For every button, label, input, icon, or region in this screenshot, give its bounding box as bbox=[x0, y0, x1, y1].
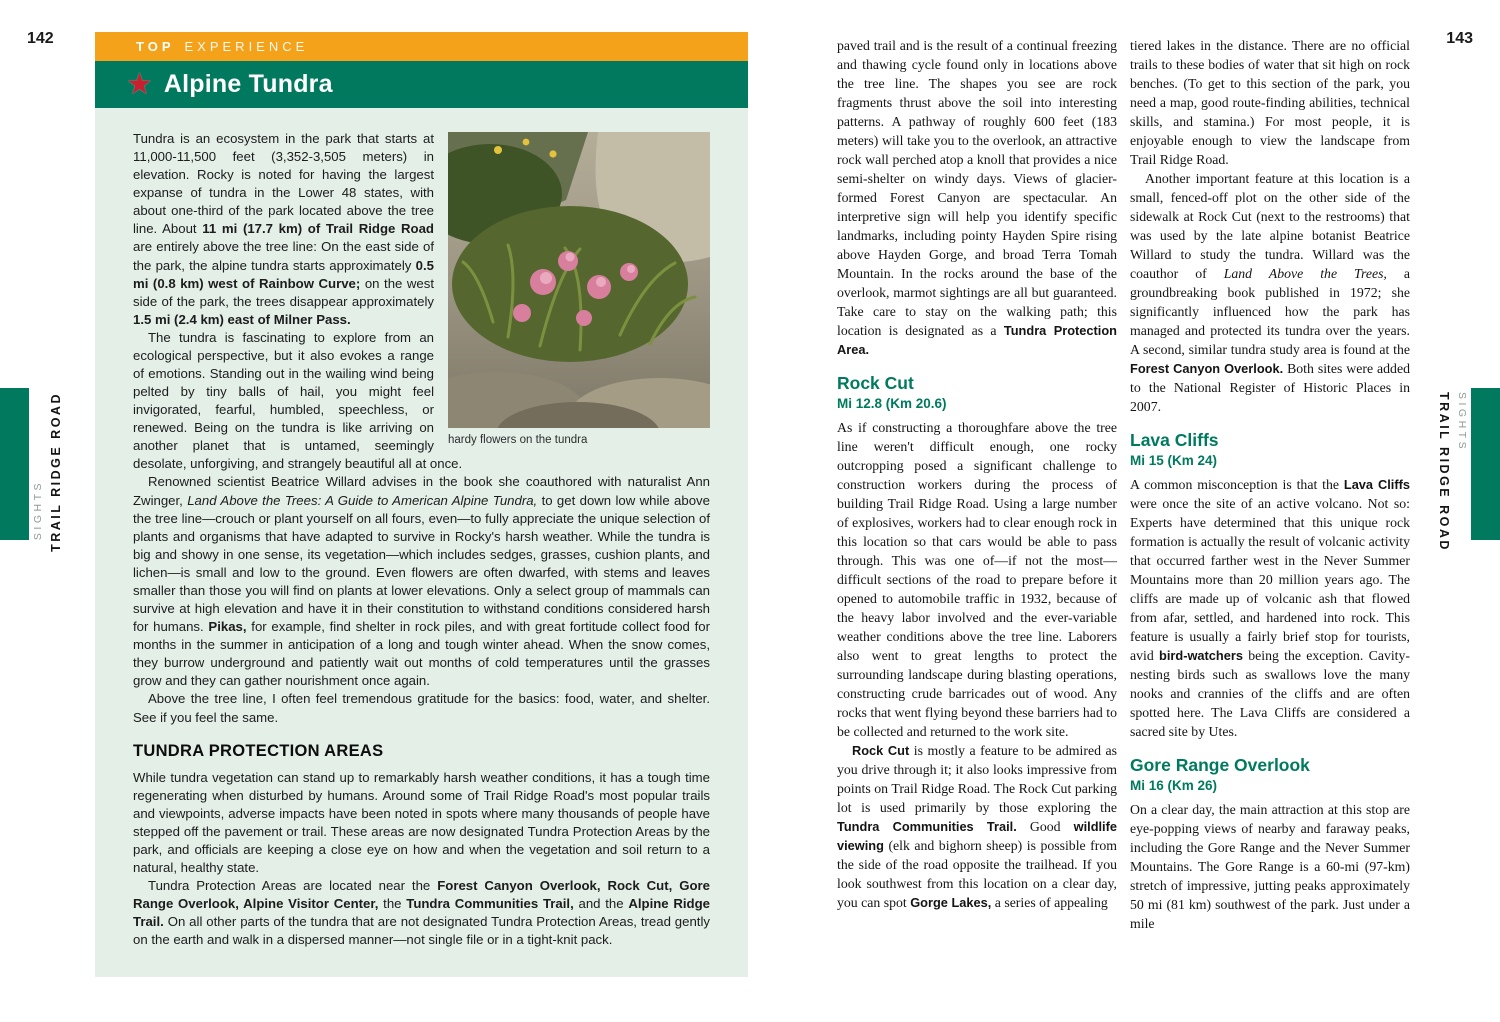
body-paragraph: Above the tree line, I often feel tremendous gratitude for the basics: food, water, and shelter. See if you feel the same. bbox=[133, 691, 710, 725]
mileage-lava-cliffs: Mi 15 (Km 24) bbox=[1130, 453, 1218, 468]
feature-header bbox=[95, 61, 748, 108]
tundra-photo-figure bbox=[448, 132, 710, 446]
banner-top-label: TOP bbox=[136, 39, 175, 54]
alpine-tundra-feature bbox=[95, 32, 748, 977]
heading-gore-range-overlook: Gore Range Overlook bbox=[1130, 755, 1310, 775]
body-paragraph: A common misconception is that the Lava Cliffs were once the site of an active volcano. Not so: Experts have determined that this unique rock formation is actually the result of volcanic activity that occurred farther west in the Never Summer Mountains more than 20 million years ago. The cliffs are made up of volcanic ash that flowed from afar, settled, and hardened into rock. This feature is usually a fairly brief stop for tourists, avid bird-watchers being the exception. Cavity-nesting birds such as swallows love the many nooks and crannies of the cliffs and are often spotted here. The Lava Cliffs are considered a sacred site by Utes. bbox=[1130, 477, 1411, 739]
body-paragraph: Rock Cut is mostly a feature to be admired as you drive through it; it also looks impressive from points on Trail Ridge Road. The Rock Cut parking lot is used primarily by those exploring the Tundra Communities Trail. Good wildlife viewing (elk and bighorn sheep) is possible from the side of the road opposite the trailhead. If you look southwest from this location on a clear day, you can spot Gorge Lakes, a series of appealing bbox=[837, 743, 1117, 910]
tundra-photo bbox=[448, 132, 710, 428]
body-paragraph: Tundra is an ecosystem in the park that starts at 11,000-11,500 feet (3,352-3,505 meters) in elevation. Rocky is noted for having the largest expanse of tundra in the Lower 48 states, with about one-third of the park located above the tree line. About 11 mi (17.7 km) of Trail Ridge Road are entirely above the tree line: On the east side of the park, the alpine tundra starts approximately 0.5 mi (0.8 km) west of Rainbow Curve; on the west side of the park, the trees disappear approximately 1.5 mi (2.4 km) east of Milner Pass. bbox=[133, 131, 435, 327]
subheading-tundra-protection-areas: TUNDRA PROTECTION AREAS bbox=[133, 741, 384, 760]
star-icon: ★ bbox=[126, 67, 153, 101]
section-label-right: SIGHTS bbox=[1456, 392, 1468, 453]
body-paragraph: paved trail and is the result of a continual freezing and thawing cycle found only in locations above the tree line. The shapes you see are rock fragments thrust above the soil into interesting patterns. A pathway of roughly 600 feet (183 meters) will take you to the overlook, an attractive rock wall perched atop a knoll that provides a nice semi-shelter on windy days. Views of glacier-formed Forest Canyon are spectacular. An interpretive sign will help you identify specific landmarks, including pointy Hayden Spire rising above Hayden Gorge, and broad Terra Tomah Mountain. In the rocks around the base of the overlook, marmot sightings are all but guaranteed. Take care to stay on the walking path; this location is designated as a Tundra Protection Area. bbox=[837, 38, 1117, 357]
right-page-column-2 bbox=[1130, 36, 1410, 933]
body-paragraph: Another important feature at this location is a small, fenced-off plot on the other side of the sidewalk at Rock Cut (next to the restrooms) that was used by the late alpine botanist Beatrice Willard to study the tundra. Willard was the coauthor of Land Above the Trees, a groundbreaking book published in 1972; she significantly influenced how the park has managed and protected its tundra over the years. A second, similar tundra study area is found at the Forest Canyon Overlook. Both sites were added to the National Register of Historic Places in 2007. bbox=[1130, 171, 1410, 414]
right-page-column-1 bbox=[837, 36, 1117, 912]
photo-caption: hardy flowers on the tundra bbox=[448, 434, 588, 446]
page-number-left: 142 bbox=[27, 30, 54, 47]
mileage-gore-range-overlook: Mi 16 (Km 26) bbox=[1130, 778, 1218, 793]
section-label-left: SIGHTS bbox=[32, 480, 44, 541]
chapter-tab-bar-right bbox=[1471, 388, 1500, 540]
top-experience-banner bbox=[95, 32, 748, 61]
page-number-right: 143 bbox=[1446, 30, 1473, 47]
body-paragraph: Tundra Protection Areas are located near the Forest Canyon Overlook, Rock Cut, Gore Range Overlook, Alpine Visitor Center, the Tundra Communities Trail, and the Alpine Ridge Trail. On all other parts of the tundra that are not designated Tundra Protection Areas, tread gently on the earth and walk in a dispersed manner—not single file or in a tight-knit pack. bbox=[133, 878, 710, 948]
heading-lava-cliffs: Lava Cliffs bbox=[1130, 430, 1219, 450]
body-paragraph: Renowned scientist Beatrice Willard advises in the book she coauthored with naturalist Ann Zwinger, Land Above the Trees: A Guide to American Alpine Tundra, to get down low while above the tree line—crouch or plant yourself on all fours, even—to fully appreciate the unique selection of plants and organisms that have adapted to survive in Rocky's harsh weather. While the tundra is big and showy in one sense, its vegetation—which includes sedges, grasses, cushion plants, and lichen—is small and low to the ground. Even flowers are often dwarfed, with stems and leaves smaller than those you will find on plants at lower elevations. Only a select group of mammals can survive at high elevation and have it in their constitution to withstand conditions considered harsh for humans. Pikas, for example, find shelter in rock piles, and with great fortitude collect food for months in the summer in anticipation of a long and tough winter ahead. When the snow comes, they burrow underground and patiently wait out months of cold temperatures until the grasses grow and they can gather nourishment once again. bbox=[133, 474, 710, 689]
banner-experience-label: EXPERIENCE bbox=[184, 39, 309, 54]
body-paragraph: While tundra vegetation can stand up to remarkably harsh weather conditions, it has a tough time regenerating when disturbed by humans. Around some of Trail Ridge Road's most popular trails and viewpoints, adverse impacts have been noted in spots where many thousands of people have stepped off the pavement or trail. These areas are now designated Tundra Protection Areas by the park, and officials are keeping a close eye on how and when the vegetation and soil return to a natural, healthy state. bbox=[133, 769, 710, 875]
feature-title: Alpine Tundra bbox=[163, 70, 333, 98]
mileage-rock-cut: Mi 12.8 (Km 20.6) bbox=[837, 396, 947, 411]
body-paragraph: On a clear day, the main attraction at this stop are eye-popping views of nearby and faraway peaks, including the Gore Range and the Never Summer Mountains. The Gore Range is a 60-mi (97-km) stretch of impressive, jutting peaks approximately 50 mi (81 km) southwest of the park. Just under a mile bbox=[1130, 802, 1410, 931]
body-paragraph: tiered lakes in the distance. There are no official trails to these bodies of water that sit high on rock benches. (To get to this section of the park, you need a map, good route-finding abilities, technical skills, and stamina.) For most people, it is enjoyable enough to view the landscape from Trail Ridge Road. bbox=[1130, 38, 1410, 167]
chapter-label-right: TRAIL RIDGE ROAD bbox=[1437, 392, 1451, 552]
chapter-label-left: TRAIL RIDGE ROAD bbox=[49, 392, 63, 552]
chapter-tab-bar-left bbox=[0, 388, 29, 540]
body-paragraph: As if constructing a thoroughfare above the tree line weren't difficult enough, one rocky outcropping posed a significant challenge to construction workers during the process of building Trail Ridge Road. Using a large number of explosives, workers had to clear enough rock in this location so that cars would be able to pass through. This was one of—if not the most—difficult sections of the road to prepare before it opened to automobile traffic in 1932, because of the heavy labor involved and the ever-variable weather conditions above the tree line. Laborers also went to great lengths to protect the surrounding landscape during blasting operations, constructing crude barricades out of wood. Any rocks that went flying beyond these barriers had to be collected and returned to the work site. bbox=[837, 420, 1117, 739]
feature-body bbox=[95, 108, 748, 977]
body-paragraph: The tundra is fascinating to explore from an ecological perspective, but it also evokes a range of emotions. Standing out in the wailing wind being pelted by tiny balls of hail, you might feel invigorated, fearful, humbled, speechless, or renewed. Being on the tundra is like arriving on another planet that is untamed, seemingly desolate, unforgiving, and strangely beautiful all at once. bbox=[133, 329, 463, 472]
heading-rock-cut: Rock Cut bbox=[837, 373, 914, 393]
